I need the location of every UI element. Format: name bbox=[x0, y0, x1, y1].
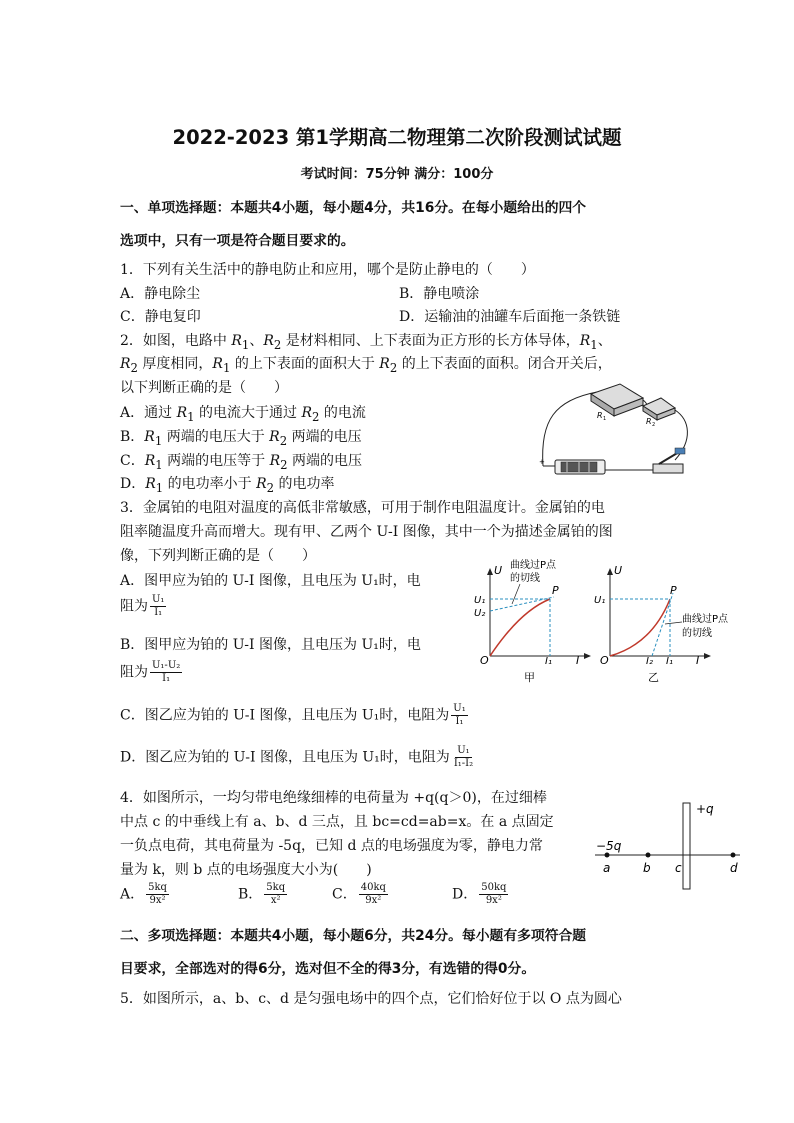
q2-circuit-figure bbox=[535, 380, 695, 480]
q4-line1: 4．如图所示，一均匀带电绝缘细棒的电荷量为 +q(q＞0)，在过细棒 bbox=[120, 790, 547, 806]
q3-line2: 阻率随温度升高而增大。现有甲、乙两个 U-I 图像，其中一个为描述金属铂的图 bbox=[120, 524, 613, 540]
svg-text:U₂: U₂ bbox=[474, 608, 486, 619]
q3-option-b-line2: 阻为 $\frac{\text{U₁-U₂}}{\text{I₁}}$ bbox=[120, 660, 181, 684]
q2-line3: 以下判断正确的是（ ） bbox=[120, 380, 288, 396]
q2-option-d: D．$R_1$ 的电功率小于 $R_2$ 的电功率 bbox=[120, 476, 335, 495]
svg-text:U: U bbox=[494, 564, 503, 577]
svg-text:的切线: 的切线 bbox=[682, 628, 712, 639]
svg-text:+q: +q bbox=[696, 802, 714, 816]
svg-text:I₂: I₂ bbox=[646, 656, 653, 667]
svg-text:d: d bbox=[730, 861, 738, 875]
svg-text:b: b bbox=[643, 861, 651, 875]
svg-text:2: 2 bbox=[652, 422, 656, 428]
svg-text:P: P bbox=[670, 584, 677, 597]
q4-line4: 量为 k，则 b 点的电场强度大小为( ) bbox=[120, 862, 372, 878]
q4-option-d: D． $\frac{50kq}{\text{9x²}}$ bbox=[452, 882, 507, 906]
svg-text:U: U bbox=[614, 564, 623, 577]
page-title: 2022-2023 第1学期高二物理第二次阶段测试试题 bbox=[172, 126, 622, 149]
svg-text:I: I bbox=[696, 654, 700, 667]
section2-heading-line1: 二、多项选择题：本题共4小题，每小题6分，共24分。每小题有多项符合题 bbox=[120, 928, 587, 944]
section1-heading-line1: 一、单项选择题：本题共4小题，每小题4分，共16分。在每小题给出的四个 bbox=[120, 200, 587, 216]
q5-line1: 5．如图所示，a、b、c、d 是匀强电场中的四个点，它们恰好位于以 O 点为圆心 bbox=[120, 991, 622, 1007]
svg-text:O: O bbox=[480, 654, 489, 667]
q4-line2: 中点 c 的中垂线上有 a、b、d 三点，且 bc=cd=ab=x。在 a 点固定 bbox=[120, 814, 554, 830]
svg-text:U₁: U₁ bbox=[474, 595, 486, 606]
yi-curve bbox=[610, 599, 670, 656]
q2-line2: $R_2$ 厚度相同，$R_1$ 的上下表面的面积大于 $R_2$ 的上下表面的面积。闭合开关后， bbox=[120, 356, 612, 375]
svg-text:−5q: −5q bbox=[596, 839, 622, 853]
svg-text:I: I bbox=[576, 654, 580, 667]
q3-option-b-line1: B．图甲应为铂的 U-I 图像，且电压为 U₁时，电 bbox=[120, 637, 421, 653]
section1-heading-line2: 选项中，只有一项是符合题目要求的。 bbox=[120, 233, 355, 249]
q3-graph-jia bbox=[470, 556, 600, 686]
charged-rod bbox=[683, 803, 690, 889]
q4-rod-figure bbox=[590, 795, 750, 895]
q3-graph-yi bbox=[590, 556, 740, 686]
switch bbox=[653, 464, 683, 473]
svg-text:a: a bbox=[603, 861, 611, 875]
q2-option-c: C．$R_1$ 两端的电压等于 $R_2$ 两端的电压 bbox=[120, 453, 363, 472]
svg-text:U₁: U₁ bbox=[594, 595, 606, 606]
point-a bbox=[605, 853, 610, 858]
q3-option-c: C．图乙应为铂的 U-I 图像，且电压为 U₁时，电阻为 $\frac{\text{U₁}}{\text{I₁}}$ bbox=[120, 703, 466, 727]
q3-line3: 像，下列判断正确的是（ ） bbox=[120, 548, 316, 564]
svg-text:的切线: 的切线 bbox=[510, 573, 540, 584]
svg-text:P: P bbox=[552, 584, 559, 597]
q1-option-b: B．静电喷涂 bbox=[399, 286, 480, 302]
r2-label: R bbox=[646, 417, 652, 426]
q4-option-c: C． $\frac{40kq}{\text{9x²}}$ bbox=[332, 882, 386, 906]
svg-text:曲线过P点: 曲线过P点 bbox=[682, 614, 729, 625]
svg-text:乙: 乙 bbox=[648, 671, 659, 684]
jia-curve bbox=[490, 599, 550, 656]
q1-option-a: A．静电除尘 bbox=[120, 286, 201, 302]
svg-text:I₁: I₁ bbox=[545, 656, 552, 667]
svg-text:甲: 甲 bbox=[524, 671, 535, 684]
point-d bbox=[731, 853, 736, 858]
q4-line3: 一负点电荷，其电荷量为 -5q，已知 d 点的电场强度为零，静电力常 bbox=[120, 838, 543, 854]
svg-text:曲线过P点: 曲线过P点 bbox=[510, 560, 557, 571]
q2-option-b: B．$R_1$ 两端的电压大于 $R_2$ 两端的电压 bbox=[120, 429, 362, 448]
svg-text:O: O bbox=[600, 654, 609, 667]
q4-option-a: A． $\frac{5kq}{\text{9x²}}$ bbox=[120, 882, 167, 906]
q4-option-b: B． $\frac{5kq}{\text{x²}}$ bbox=[238, 882, 286, 906]
exam-info: 考试时间：75分钟 满分：100分 bbox=[300, 167, 494, 182]
r1-label: R bbox=[597, 411, 603, 420]
svg-text:1: 1 bbox=[603, 416, 607, 422]
q1-option-c: C．静电复印 bbox=[120, 309, 201, 325]
q3-option-a-line1: A．图甲应为铂的 U-I 图像，且电压为 U₁时，电 bbox=[120, 573, 421, 589]
q1-option-d: D．运输油的油罐车后面拖一条铁链 bbox=[399, 309, 621, 325]
svg-text:c: c bbox=[675, 861, 682, 875]
q2-line1: 2．如图，电路中 $R_1$、$R_2$ 是材料相同、上下表面为正方形的长方体导体，$R_1$、 bbox=[120, 333, 612, 352]
q3-option-d: D．图乙应为铂的 U-I 图像，且电压为 U₁时，电阻为 $\frac{\text{U₁}}{\text{I₁-I₂}}$ bbox=[120, 745, 474, 769]
point-b bbox=[646, 853, 651, 858]
q1-stem: 1．下列有关生活中的静电防止和应用，哪个是防止静电的（ ） bbox=[120, 262, 535, 278]
svg-text:I₁: I₁ bbox=[666, 656, 673, 667]
q3-option-a-line2: 阻为 $\frac{\text{U₁}}{\text{I₁}}$ bbox=[120, 594, 165, 618]
q3-line1: 3．金属铂的电阻对温度的高低非常敏感，可用于制作电阻温度计。金属铂的电 bbox=[120, 500, 605, 516]
q2-option-a: A．通过 $R_1$ 的电流大于通过 $R_2$ 的电流 bbox=[120, 405, 366, 424]
section2-heading-line2: 目要求，全部选对的得6分，选对但不全的得3分，有选错的得0分。 bbox=[120, 961, 536, 977]
svg-text:+: + bbox=[539, 458, 545, 466]
